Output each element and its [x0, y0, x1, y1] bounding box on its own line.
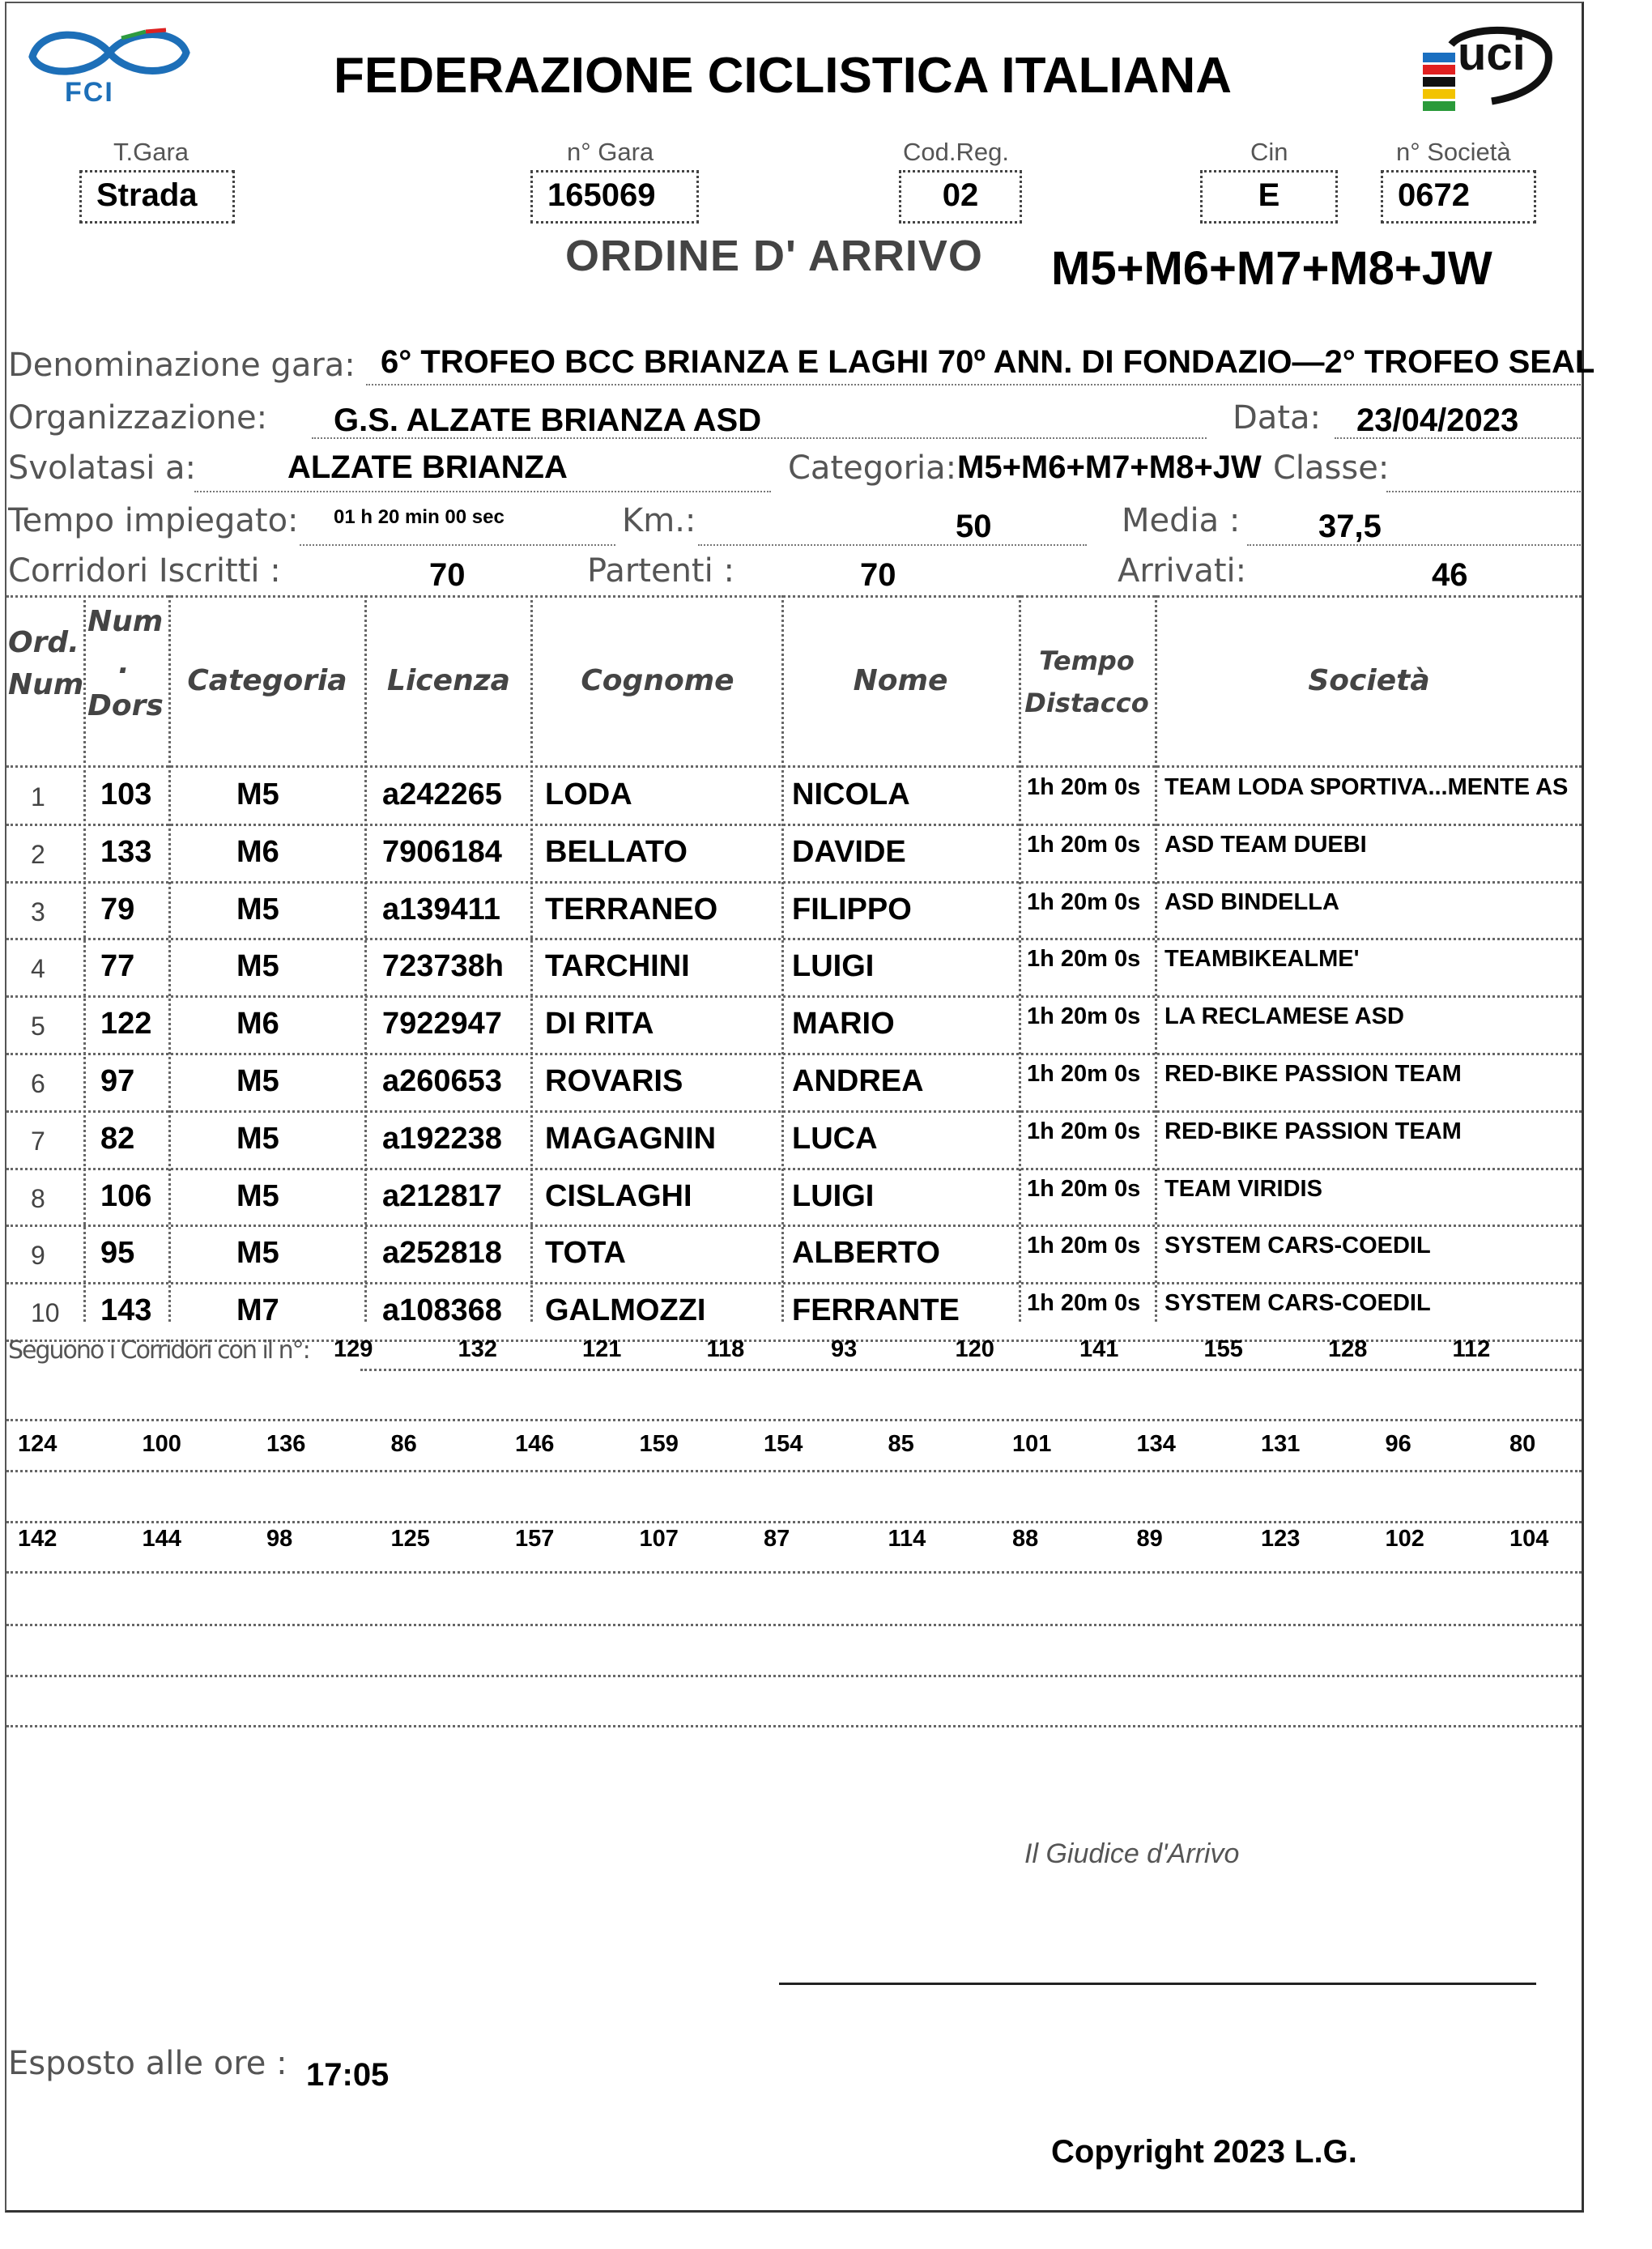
cell-dors: 77	[100, 949, 135, 984]
cell-tempo: 1h 20m 0s	[1027, 774, 1141, 800]
col-rule-6	[1019, 595, 1021, 1322]
cell-dors: 97	[100, 1064, 135, 1098]
following-number: 157	[515, 1526, 555, 1552]
cell-tempo: 1h 20m 0s	[1027, 1290, 1141, 1317]
cell-nome: ALBERTO	[792, 1236, 940, 1271]
cell-ord: 8	[31, 1183, 45, 1213]
header-cognome: Cognome	[581, 664, 734, 697]
cell-categoria: M6	[236, 834, 279, 869]
category-label: Categoria:	[788, 449, 957, 487]
cell-categoria: M5	[236, 1121, 279, 1156]
page-frame	[5, 2, 1584, 2213]
cell-ord: 9	[31, 1241, 45, 1271]
cell-licenza: a139411	[382, 892, 500, 926]
n-gara-label: n° Gara	[567, 138, 654, 166]
cell-dors: 106	[100, 1178, 152, 1213]
header-dors: Num . Dors	[87, 605, 164, 722]
cell-cognome: GALMOZZI	[545, 1293, 706, 1328]
date-rule	[1335, 437, 1581, 439]
following-number: 98	[266, 1526, 293, 1552]
cell-cognome: CISLAGHI	[545, 1178, 692, 1213]
uci-logo-text: uci	[1458, 28, 1526, 80]
following-number: 100	[142, 1431, 181, 1457]
cell-societa: TEAM LODA SPORTIVA...MENTE AS	[1164, 774, 1569, 800]
cell-nome: NICOLA	[792, 777, 910, 811]
cell-licenza: a242265	[382, 777, 502, 811]
following-number: 154	[764, 1431, 803, 1457]
row-rule	[6, 881, 1582, 884]
race-name-label: Denominazione gara:	[8, 347, 356, 384]
fci-logo	[24, 20, 198, 109]
row-rule	[6, 995, 1582, 998]
time-rule	[300, 544, 615, 546]
avg-value: 37,5	[1318, 509, 1382, 544]
cell-ord: 5	[31, 1012, 45, 1041]
cell-nome: DAVIDE	[792, 834, 906, 869]
header-ord: Ord. Num	[8, 626, 84, 701]
col-rule-1	[83, 595, 86, 1322]
header-categoria: Categoria	[187, 664, 347, 697]
cell-categoria: M5	[236, 1178, 279, 1213]
cin-value: E	[1200, 170, 1338, 224]
header-licenza: Licenza	[387, 664, 510, 697]
following-number: 141	[1079, 1336, 1119, 1362]
location: ALZATE BRIANZA	[287, 449, 568, 485]
cell-ord: 6	[31, 1069, 45, 1098]
posted-label: Esposto alle ore :	[8, 2045, 287, 2082]
categories-heading: M5+M6+M7+M8+JW	[1051, 242, 1492, 295]
cell-categoria: M5	[236, 1236, 279, 1271]
row-rule	[6, 1168, 1582, 1170]
finishers-value: 46	[1432, 557, 1468, 593]
cell-tempo: 1h 20m 0s	[1027, 1175, 1141, 1202]
organization-label: Organizzazione:	[8, 399, 268, 437]
cell-licenza: a260653	[382, 1064, 502, 1098]
row-rule	[6, 824, 1582, 826]
starters-value: 70	[860, 557, 896, 593]
avg-label: Media :	[1122, 502, 1241, 539]
cell-nome: LUIGI	[792, 1178, 875, 1213]
n-societa-value: 0672	[1381, 170, 1536, 224]
following-number: 85	[888, 1431, 914, 1457]
cell-categoria: M5	[236, 949, 279, 984]
time-value: 01 h 20 min 00 sec	[334, 506, 505, 528]
header-societa: Società	[1308, 664, 1430, 697]
cell-ord: 4	[31, 954, 45, 984]
cell-societa: ASD BINDELLA	[1164, 888, 1339, 915]
cell-cognome: MAGAGNIN	[545, 1121, 717, 1156]
following-rule-1	[360, 1369, 1582, 1371]
cell-ord: 3	[31, 897, 45, 926]
date-label: Data:	[1233, 399, 1321, 437]
following-number: 86	[390, 1431, 417, 1457]
following-number: 80	[1509, 1431, 1536, 1457]
row-rule	[6, 1053, 1582, 1055]
cell-cognome: DI RITA	[545, 1007, 654, 1041]
t-gara-value: Strada	[79, 170, 235, 224]
cell-licenza: a252818	[382, 1236, 502, 1271]
copyright: Copyright 2023 L.G.	[1051, 2134, 1357, 2170]
time-label: Tempo impiegato:	[8, 502, 299, 539]
race-name: 6° TROFEO BCC BRIANZA E LAGHI 70º ANN. DI FONDAZIO—2° TROFEO SEAL	[381, 344, 1595, 380]
cell-licenza: a192238	[382, 1121, 502, 1156]
cin-label: Cin	[1250, 138, 1288, 166]
cell-tempo: 1h 20m 0s	[1027, 831, 1141, 858]
cell-dors: 95	[100, 1236, 135, 1271]
cell-cognome: TERRANEO	[545, 892, 718, 926]
cell-cognome: BELLATO	[545, 834, 688, 869]
cell-dors: 82	[100, 1121, 135, 1156]
cell-categoria: M5	[236, 892, 279, 926]
cell-dors: 103	[100, 777, 152, 811]
following-rule-2	[6, 1419, 1582, 1421]
header-tempo: Tempo Distacco	[1024, 645, 1149, 718]
following-number: 128	[1328, 1336, 1368, 1362]
n-gara-value: 165069	[530, 170, 699, 224]
class-rule	[1386, 491, 1581, 492]
posted-time: 17:05	[306, 2057, 390, 2093]
row-rule	[6, 1225, 1582, 1227]
organization: G.S. ALZATE BRIANZA ASD	[334, 403, 762, 438]
cell-licenza: a212817	[382, 1178, 502, 1213]
following-number: 121	[582, 1336, 622, 1362]
following-rule-3	[6, 1470, 1582, 1472]
col-rule-4	[530, 595, 533, 1322]
cell-nome: ANDREA	[792, 1064, 924, 1098]
header-nome: Nome	[853, 664, 948, 697]
cell-dors: 143	[100, 1293, 152, 1328]
organization-rule	[312, 437, 1207, 439]
following-number: 123	[1261, 1526, 1301, 1552]
cell-licenza: 7922947	[382, 1007, 502, 1041]
cell-categoria: M5	[236, 1064, 279, 1098]
federation-title: FEDERAZIONE CICLISTICA ITALIANA	[334, 48, 1233, 104]
following-number: 159	[639, 1431, 679, 1457]
following-rule-7	[6, 1675, 1582, 1677]
cell-ord: 7	[31, 1126, 45, 1156]
cell-nome: FERRANTE	[792, 1293, 960, 1328]
cell-nome: FILIPPO	[792, 892, 912, 926]
km-rule	[698, 544, 1087, 546]
cell-licenza: 7906184	[382, 834, 502, 869]
following-number: 107	[639, 1526, 679, 1552]
following-rule-6	[6, 1624, 1582, 1626]
following-number: 120	[955, 1336, 994, 1362]
t-gara-label: T.Gara	[113, 138, 189, 166]
following-number: 102	[1385, 1526, 1424, 1552]
cell-societa: SYSTEM CARS-COEDIL	[1164, 1290, 1431, 1317]
row-rule	[6, 1110, 1582, 1113]
finishers-label: Arrivati:	[1118, 552, 1247, 590]
cell-categoria: M7	[236, 1293, 279, 1328]
cell-tempo: 1h 20m 0s	[1027, 1061, 1141, 1087]
cell-cognome: LODA	[545, 777, 632, 811]
following-number: 118	[706, 1336, 745, 1362]
cod-reg-value: 02	[899, 170, 1022, 224]
following-label: Seguono i Corridori con il n°:	[8, 1336, 309, 1365]
cell-nome: LUCA	[792, 1121, 878, 1156]
following-number: 96	[1385, 1431, 1411, 1457]
following-number: 88	[1012, 1526, 1039, 1552]
following-number: 93	[831, 1336, 858, 1362]
cell-societa: RED-BIKE PASSION TEAM	[1164, 1061, 1462, 1087]
registered-label: Corridori Iscritti :	[8, 552, 281, 590]
cell-societa: LA RECLAMESE ASD	[1164, 1003, 1404, 1030]
class-label: Classe:	[1273, 449, 1390, 487]
table-header-rule	[6, 765, 1582, 768]
ordine-arrivo-title: ORDINE D' ARRIVO	[565, 232, 983, 280]
fci-logo-text: FCI	[65, 77, 114, 108]
starters-label: Partenti :	[587, 552, 734, 590]
following-number: 101	[1012, 1431, 1052, 1457]
cell-cognome: TARCHINI	[545, 949, 690, 984]
cell-categoria: M5	[236, 777, 279, 811]
signature-line	[779, 1983, 1536, 1985]
race-name-rule	[366, 384, 1581, 385]
cell-ord: 2	[31, 839, 45, 869]
km-label: Km.:	[622, 502, 696, 539]
n-societa-label: n° Società	[1396, 138, 1511, 166]
following-number: 124	[18, 1431, 57, 1457]
judge-label: Il Giudice d'Arrivo	[1024, 1838, 1240, 1869]
row-rule	[6, 1282, 1582, 1284]
following-number: 112	[1452, 1336, 1491, 1362]
cell-ord: 1	[31, 782, 45, 811]
cell-tempo: 1h 20m 0s	[1027, 888, 1141, 915]
following-rule-8	[6, 1725, 1582, 1727]
location-label: Svolatasi a:	[8, 449, 197, 487]
following-number: 104	[1509, 1526, 1549, 1552]
cell-licenza: 723738h	[382, 949, 505, 984]
date: 23/04/2023	[1356, 403, 1519, 438]
following-number: 131	[1261, 1431, 1301, 1457]
avg-rule	[1247, 544, 1581, 546]
col-rule-7	[1155, 595, 1157, 1322]
following-number: 114	[888, 1526, 926, 1552]
cell-ord: 10	[31, 1298, 60, 1328]
following-number: 134	[1136, 1431, 1176, 1457]
table-top-rule	[6, 595, 1582, 598]
following-number: 144	[142, 1526, 181, 1552]
cell-nome: LUIGI	[792, 949, 875, 984]
cell-categoria: M6	[236, 1007, 279, 1041]
location-rule	[194, 491, 771, 492]
km-value: 50	[956, 509, 992, 544]
following-number: 155	[1203, 1336, 1243, 1362]
cell-cognome: TOTA	[545, 1236, 626, 1271]
cell-dors: 133	[100, 834, 152, 869]
cell-tempo: 1h 20m 0s	[1027, 1118, 1141, 1144]
cell-nome: MARIO	[792, 1007, 895, 1041]
following-number: 132	[458, 1336, 497, 1362]
registered-value: 70	[429, 557, 466, 593]
cell-dors: 122	[100, 1007, 152, 1041]
following-rule-4	[6, 1521, 1582, 1523]
cell-tempo: 1h 20m 0s	[1027, 1003, 1141, 1030]
col-rule-2	[168, 595, 171, 1322]
following-number: 89	[1136, 1526, 1163, 1552]
following-number: 136	[266, 1431, 306, 1457]
cell-tempo: 1h 20m 0s	[1027, 946, 1141, 973]
cell-dors: 79	[100, 892, 135, 926]
following-number: 87	[764, 1526, 790, 1552]
cell-cognome: ROVARIS	[545, 1064, 683, 1098]
col-rule-5	[781, 595, 784, 1322]
following-rule-5	[6, 1571, 1582, 1574]
cell-societa: ASD TEAM DUEBI	[1164, 831, 1367, 858]
row-rule	[6, 938, 1582, 940]
cell-societa: TEAM VIRIDIS	[1164, 1175, 1322, 1202]
cell-tempo: 1h 20m 0s	[1027, 1233, 1141, 1259]
cod-reg-label: Cod.Reg.	[903, 138, 1009, 166]
uci-logo	[1419, 20, 1556, 113]
cell-licenza: a108368	[382, 1293, 502, 1328]
cell-societa: RED-BIKE PASSION TEAM	[1164, 1118, 1462, 1144]
col-rule-3	[364, 595, 367, 1322]
cell-societa: TEAMBIKEALME'	[1164, 946, 1360, 973]
following-number: 129	[334, 1336, 373, 1362]
following-number: 125	[390, 1526, 430, 1552]
following-number: 142	[18, 1526, 57, 1552]
following-number: 146	[515, 1431, 555, 1457]
cell-societa: SYSTEM CARS-COEDIL	[1164, 1233, 1431, 1259]
category: M5+M6+M7+M8+JW	[957, 449, 1262, 485]
